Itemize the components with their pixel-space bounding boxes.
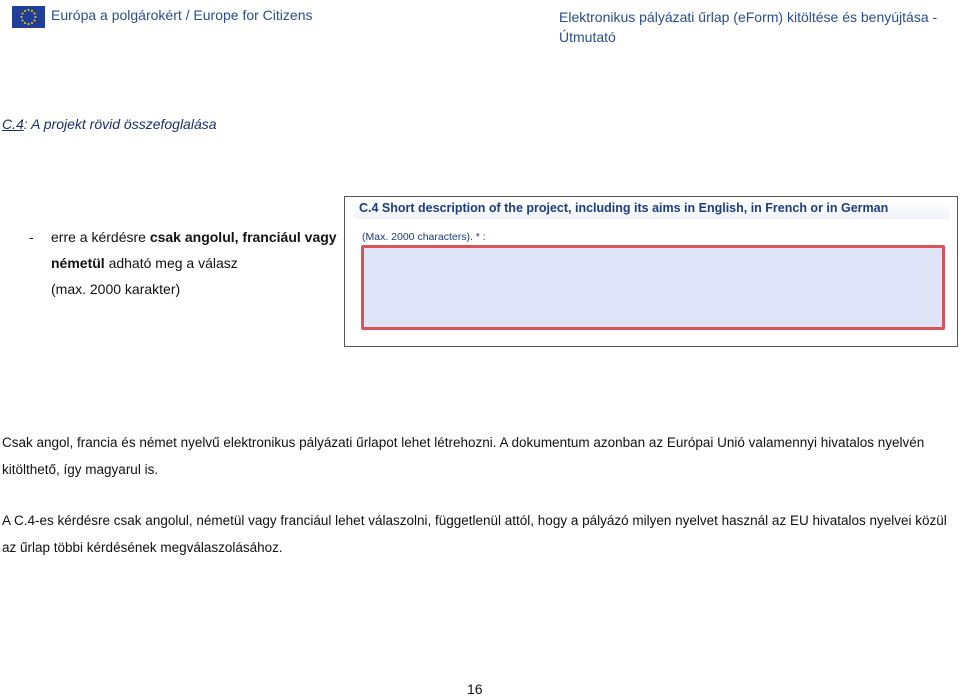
bullet-note <box>29 224 339 302</box>
form-screenshot <box>344 196 958 347</box>
bullet-dash: - <box>29 229 34 245</box>
form-text-area <box>361 245 945 330</box>
section-title-text: : A projekt rövid összefoglalása <box>23 116 217 132</box>
bullet-text-1: erre a kérdésre <box>51 229 150 245</box>
section-code: C.4 <box>2 116 24 132</box>
bullet-text-bold: csak angolul, franciául vagy németül <box>51 229 337 271</box>
form-question-subheading: (Max. 2000 characters). * : <box>362 231 486 243</box>
paragraph-languages: Csak angol, francia és német nyelvű elektronikus pályázati űrlapot lehet létrehozni. A dokumentum azonban az Európai Unió valamennyi hivatalos nyelvén kitölthető, így magyarul is. <box>2 435 925 477</box>
form-question-heading: C.4 Short description of the project, including its aims in English, in French or in German <box>355 201 949 219</box>
bullet-text-2: adható meg a válasz <box>104 255 238 271</box>
section-title <box>2 116 217 132</box>
bullet-text-3: (max. 2000 karakter) <box>51 281 181 297</box>
header-right-title: Elektronikus pályázati űrlap (eForm) kitöltése és benyújtása - Útmutató <box>559 9 938 45</box>
eu-flag-icon <box>12 6 45 28</box>
header-left-title: Európa a polgárokért / Europe for Citizens <box>51 7 313 23</box>
page-number: 16 <box>467 681 483 697</box>
paragraph-c4-answer: A C.4-es kérdésre csak angolul, németül vagy franciául lehet válaszolni, függetlenül attól, hogy a pályázó milyen nyelvet használ az EU hivatalos nyelvei közül az űrlap többi kérdésének megválaszolásához. <box>2 513 947 555</box>
